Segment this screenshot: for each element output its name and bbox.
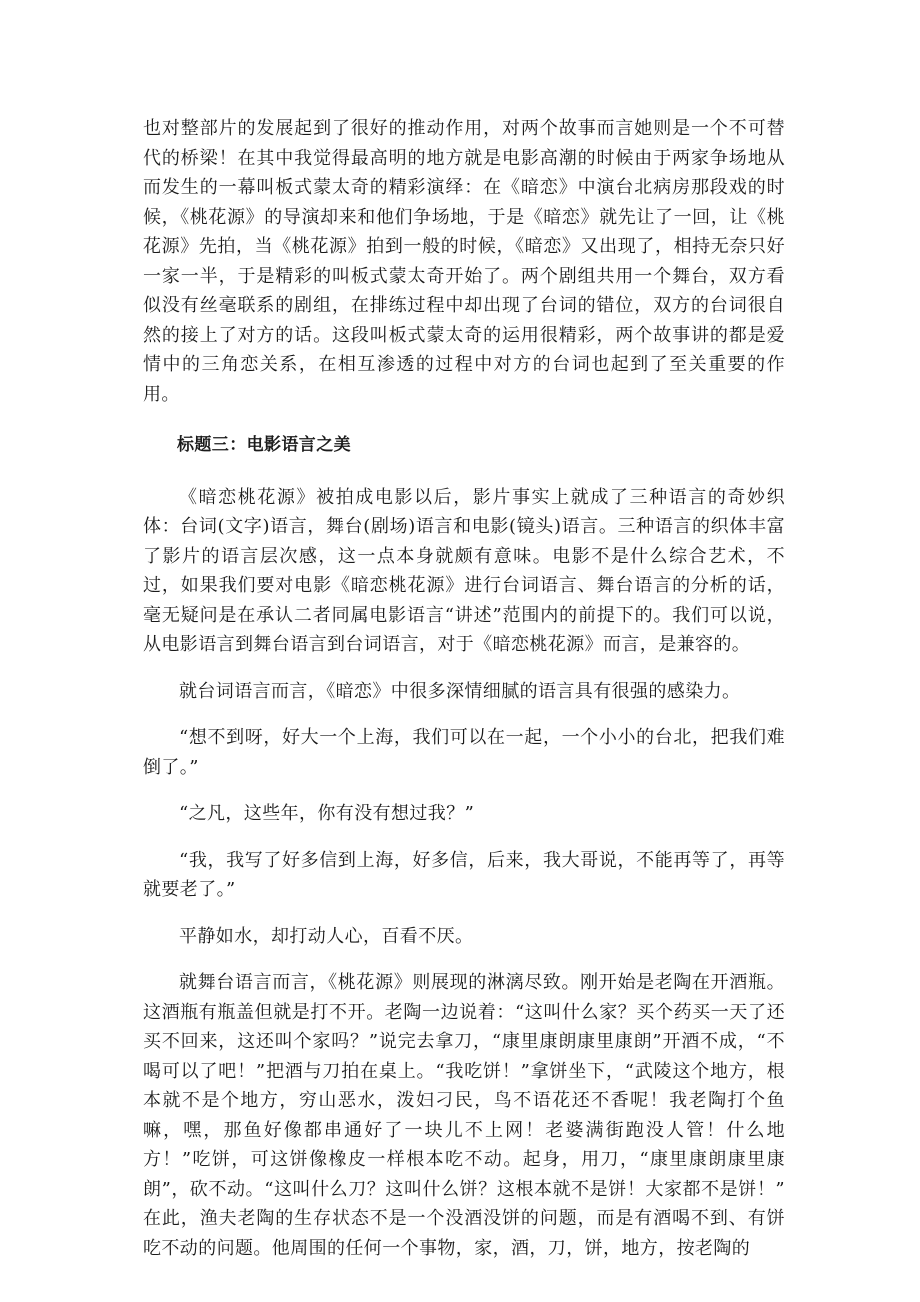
- quote-3: “我，我写了好多信到上海，好多信，后来，我大哥说，不能再等了，再等就要老了。”: [143, 849, 785, 900]
- paragraph-continuation: 也对整部片的发展起到了很好的推动作用，对两个故事而言她则是一个不可替代的桥梁！在其中我觉得最高明的地方就是电影高潮的时候由于两家争场地从而发生的一幕叫板式蒙太奇的精彩演绎：在《暗恋》中演台北病房那段戏的时候，《桃花源》的导演却来和他们争场地，于是《暗恋》就先让了一回，让《桃花源》先拍，当《桃花源》拍到一般的时候，《暗恋》又出现了，相持无奈只好一家一半，于是精彩的叫板式蒙太奇开始了。两个剧组共用一个舞台，双方看似没有丝毫联系的剧组，在排练过程中却出现了台词的错位，双方的台词很自然的接上了对方的话。这段叫板式蒙太奇的运用很精彩，两个故事讲的都是爱情中的三角恋关系，在相互渗透的过程中对方的台词也起到了至关重要的作用。: [143, 118, 785, 405]
- quote-2: “之凡，这些年，你有没有想过我？”: [179, 803, 475, 824]
- section-heading: 标题三：电影语言之美: [177, 435, 351, 455]
- paragraph-dialogue-intro: 就台词语言而言，《暗恋》中很多深情细腻的语言具有很强的感染力。: [179, 680, 741, 702]
- quote-1: “想不到呀，好大一个上海，我们可以在一起，一个小小的台北，把我们难倒了。”: [143, 727, 785, 778]
- paragraph-film-language: 《暗恋桃花源》被拍成电影以后，影片事实上就成了三种语言的奇妙织体：台词(文字)语言，舞台(剧场)语言和电影(镜头)语言。三种语言的织体丰富了影片的语言层次感，这一点本身就颇有意味。电影不是什么综合艺术，不过，如果我们要对电影《暗恋桃花源》进行台词语言、舞台语言的分析的话，毫无疑问是在承认二者同属电影语言“讲述”范围内的前提下的。我们可以说，从电影语言到舞台语言到台词语言，对于《暗恋桃花源》而言，是兼容的。: [143, 486, 785, 655]
- document-page: [143, 114, 785, 1263]
- paragraph-comment: 平静如水，却打动人心，百看不厌。: [179, 925, 474, 947]
- paragraph-stage-language: 就舞台语言而言，《桃花源》则展现的淋漓尽致。刚开始是老陶在开酒瓶。这酒瓶有瓶盖但就是打不开。老陶一边说着：“这叫什么家？买个药买一天了还买不回来，这还叫个家吗？”说完去拿刀，“康里康朗康里康朗”开酒不成，“不喝可以了吧！”把酒与刀拍在桌上。“我吃饼！”拿饼坐下，“武陵这个地方，根本就不是个地方，穷山恶水，泼妇刁民，鸟不语花还不香呢！我老陶打个鱼嘛，嘿，那鱼好像都串通好了一块儿不上网！老婆满街跑没人管！什么地方！”吃饼，可这饼像橡皮一样根本吃不动。起身，用刀，“康里康朗康里康朗”，砍不动。“这叫什么刀？这叫什么饼？这根本就不是饼！大家都不是饼！” 在此，渔夫老陶的生存状态不是一个没酒没饼的问题，而是有酒喝不到、有饼吃不动的问题。他周围的任何一个事物，家，酒，刀，饼，地方，按老陶的: [143, 972, 785, 1259]
